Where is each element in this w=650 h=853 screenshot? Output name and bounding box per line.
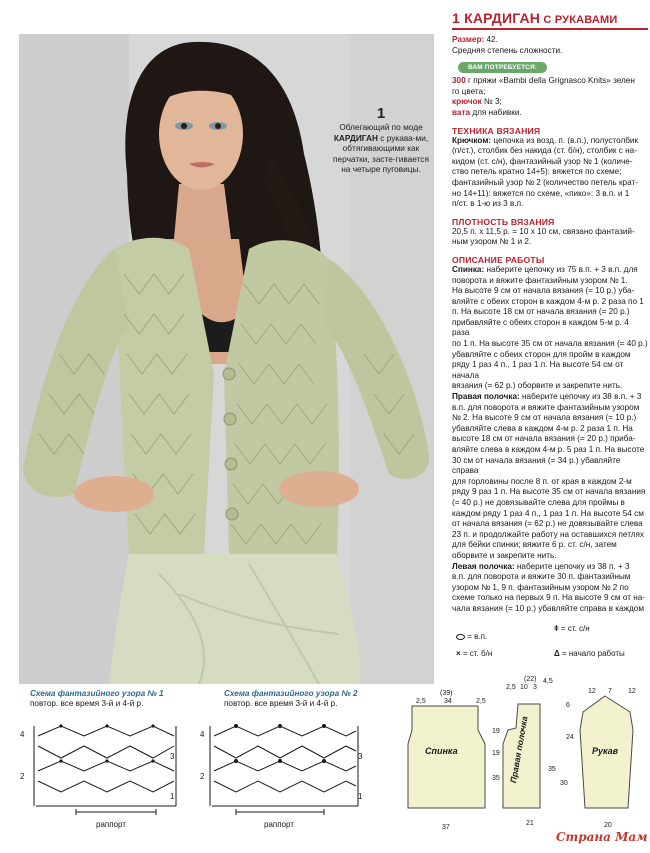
line-text: в.п. для поворота и вяжите 30 п. фантазийным: [452, 572, 631, 582]
line-text: № 2. На высоте 9 см от начала вязания (= 10 р.): [452, 413, 637, 423]
garment-patterns: [400, 688, 650, 838]
sleeve-dim-cap: 6: [566, 702, 570, 709]
front-dim-total: (22): [524, 676, 537, 683]
line-lead: Правая полочка:: [452, 392, 520, 402]
line-text: для бейки спинки; вяжите 6 р. ст. с/н, затем: [452, 540, 617, 550]
sleeve-label: Рукав: [592, 746, 619, 756]
callout-pre: Облегающий по моде: [339, 122, 423, 132]
back-shape: [408, 706, 485, 808]
legend-dc: [554, 624, 590, 633]
wool-text: для набивки.: [470, 107, 522, 117]
line-text: цепочка из возд. п. (в.п.), полустолбик: [491, 135, 639, 145]
diagram-1-row-4: 4: [20, 730, 25, 739]
density-line-2: ным узором № 1 и 2.: [452, 237, 532, 247]
front-dim-a: 2,5: [506, 684, 516, 691]
diagram-1-rapport: раппорт: [96, 820, 126, 829]
desc-lines-line: [452, 456, 648, 477]
line-text: по 1 п. На высоте 35 см от начала вязания (= 40 р.): [452, 339, 648, 349]
desc-lines-line: [452, 350, 648, 361]
site-watermark: Страна Мам: [556, 830, 648, 844]
pattern-diagram-2: [224, 689, 394, 708]
line-text: 30 см от начала вязания (= 34 р.) убавляйте справа: [452, 455, 621, 476]
size-line: [452, 35, 648, 46]
desc-lines-line: [452, 530, 648, 541]
line-text: ряду 9 раз 1 п. На высоте 35 см от начала вязания: [452, 487, 646, 497]
sleeve-dim-c: 12: [628, 688, 636, 695]
desc-lines-line: [452, 265, 648, 276]
desc-lines-line: [452, 307, 648, 318]
line-text: для горловины после 8 п. от края в каждом 2-м: [452, 476, 632, 486]
line-text: На высоте 9 см от начала вязания (= 10 р.) уба-: [452, 286, 635, 296]
desc-lines-line: [452, 434, 648, 445]
desc-lines-line: [452, 318, 648, 339]
back-label: Спинка: [425, 746, 458, 756]
title-main: 1 КАРДИГАН: [452, 10, 541, 26]
line-text: но 14+11): вяжется по схеме, «пико»: 3 в.п. и 1: [452, 188, 630, 198]
callout-post: с рукава-ми, обтягивающими как перчатки, засте-гивается на четыре пуговицы.: [333, 132, 429, 175]
back-dim-bottom: 37: [442, 824, 450, 831]
diagram-1-row-2: 2: [20, 772, 25, 781]
line-text: поворота и вяжите фантазийным узором № 1.: [452, 275, 628, 285]
materials-badge: ВАМ ПОТРЕБУЕТСЯ:: [458, 62, 547, 73]
front-dim-bottom: 21: [526, 820, 534, 827]
line-text: п. На высоте 18 см от начала вязания (= 20 р.): [452, 307, 630, 317]
legend-dc-text: = ст. с/н: [560, 624, 590, 633]
diagram-2-row-3: 3: [358, 752, 363, 761]
diagram-2-row-1: 1: [358, 792, 363, 801]
sleeve-dim-a: 12: [588, 688, 596, 695]
wool-label: вата: [452, 107, 471, 117]
desc-lines-line: [452, 286, 648, 297]
legend-chain: [456, 632, 487, 641]
diagram-2-chart: [196, 716, 396, 826]
model-photo: [19, 34, 434, 684]
front-dim-height-2: 35: [548, 766, 556, 773]
sc-symbol-icon: ×: [456, 649, 461, 658]
sleeve-dim-length: 30: [560, 780, 568, 787]
diagram-2-row-4: 4: [200, 730, 205, 739]
legend-chain-text: = в.п.: [467, 632, 488, 641]
line-text: ряду 1 раз 4 п., 1 раз 1 п. На высоте 54 см от начала: [452, 360, 624, 380]
line-text: п/ст. в 1-ю из 3 в.п.: [452, 199, 524, 209]
front-label: Правая полочка: [508, 715, 530, 784]
line-text: чала вязания (= 10 р.) убавляйте справа в каждом: [452, 603, 644, 613]
dc-symbol-icon: ǂ: [554, 624, 559, 633]
legend-start-text: = начало работы: [561, 649, 625, 658]
pattern-diagram-1: [30, 689, 190, 708]
tech-lines-line: [452, 157, 648, 168]
diagram-1-row-3: 3: [170, 752, 175, 761]
tech-lines-line: [452, 189, 648, 200]
line-text: наберите цепочку из 38 в.п. + 3: [519, 392, 642, 402]
desc-lines-line: [452, 551, 648, 562]
line-lead: Крючком:: [452, 135, 492, 145]
yarn-amount: 300: [452, 76, 466, 86]
desc-lines-line: [452, 413, 648, 424]
back-dim-right: 2,5: [476, 698, 486, 705]
line-text: вляйте слева в каждом 4-м р. 5 раз 1 п. На высоте: [452, 445, 645, 454]
title-rule: [452, 28, 648, 30]
description-header: ОПИСАНИЕ РАБОТЫ: [452, 254, 545, 265]
density-header: ПЛОТНОСТЬ ВЯЗАНИЯ: [452, 216, 555, 227]
technique-text: [452, 136, 648, 210]
line-text: вляйте с обеих сторон в каждом 4-м р. 2 раза по 1: [452, 296, 644, 306]
instructions-column: [452, 10, 648, 615]
article-title: [452, 10, 648, 26]
tech-lines-line: [452, 178, 648, 189]
desc-lines-line: [452, 477, 648, 488]
desc-lines-line: [452, 593, 648, 604]
line-text: наберите цепочку из 75 в.п. + 3 в.п. для: [484, 264, 638, 274]
line-text: фантазийный узор № 2 (количество петель крат-: [452, 177, 638, 187]
line-text: оборвите и закрепите нить.: [452, 550, 557, 560]
desc-lines-line: [452, 572, 648, 583]
chain-symbol-icon: [456, 634, 465, 640]
back-dim-left: 2,5: [416, 698, 426, 705]
start-symbol-icon: Δ: [554, 649, 560, 658]
line-text: схеме только на первых 9 п. На высоте 9 см от на-: [452, 593, 646, 603]
yarn-text: г пряжи «Bambi della Grignasco Knits» зелен: [465, 76, 635, 86]
sleeve-dim-bottom: 20: [604, 822, 612, 829]
line-text: кидом (ст. с/н), фантазийный узор № 1 (количе-: [452, 156, 633, 166]
callout-number: 1: [376, 105, 386, 122]
description-text: [452, 265, 648, 615]
desc-lines-line: [452, 339, 648, 350]
line-text: (= 40 р.) не довязывайте слева для проймы в: [452, 497, 625, 507]
desc-lines-line: [452, 519, 648, 530]
photo-callout: [331, 106, 431, 175]
desc-lines-line: [452, 487, 648, 498]
desc-lines-line: [452, 276, 648, 287]
title-sub: С РУКАВАМИ: [540, 14, 618, 26]
legend-sc-text: = ст. б/н: [462, 649, 493, 658]
size-value: 42.: [484, 35, 498, 44]
tech-lines-line: [452, 167, 648, 178]
line-text: вязания (= 62 р.) оборвите и закрепите нить.: [452, 381, 623, 391]
line-text: наберите цепочку из 38 п. + 3: [514, 561, 630, 571]
tech-lines-line: [452, 146, 648, 157]
front-dim-height-1: 19: [492, 750, 500, 757]
difficulty: Средняя степень сложности.: [452, 45, 563, 55]
materials-yarn-2: го цвета;: [452, 86, 486, 96]
front-dim-d: 4,5: [543, 678, 553, 685]
legend-start: [554, 649, 625, 658]
line-text: каждом ряду 1 раз 4 п., 1 раз 1 п. На высоте 54 см: [452, 508, 644, 518]
diagram-2-sub: повтор. все время 3-й и 4-й р.: [224, 699, 338, 708]
line-text: убавляйте слева в каждом 4-м р. 2 раза 1 п. На: [452, 423, 633, 433]
desc-lines-line: [452, 381, 648, 392]
materials-hook: [452, 97, 648, 108]
diagram-1-chart: [16, 716, 201, 826]
desc-lines-line: [452, 540, 648, 551]
size-label: Размер:: [452, 35, 485, 44]
desc-lines-line: [452, 360, 648, 381]
front-dim-c: 3: [533, 684, 537, 691]
diagram-1-title: Схема фантазийного узора № 1: [30, 689, 164, 698]
back-dim-height-1: 19: [492, 728, 500, 735]
desc-lines-line: [452, 583, 648, 594]
diagram-2-title: Схема фантазийного узора № 2: [224, 689, 358, 698]
materials-yarn: [452, 76, 648, 87]
desc-lines-line: [452, 297, 648, 308]
line-text: прибавляйте с обеих сторон в каждом 5-м р. 4 раза: [452, 317, 629, 338]
diagram-1-sub: повтор. все время 3-й и 4-й р.: [30, 699, 144, 708]
legend-sc: [456, 649, 492, 658]
front-dim-b: 10: [520, 684, 528, 691]
back-dim-total: (39): [440, 690, 453, 697]
back-dim-mid: 34: [444, 698, 452, 705]
diagram-2-rapport: раппорт: [264, 820, 294, 829]
tech-lines-line: [452, 136, 648, 147]
desc-lines-line: [452, 445, 648, 456]
desc-lines-line: [452, 403, 648, 414]
sleeve-dim-b: 7: [608, 688, 612, 695]
diagram-1-row-1: 1: [170, 792, 175, 801]
hook-label: крючок: [452, 97, 482, 107]
density-line-1: 20,5 п. х 11,5 р. = 10 х 10 см, связано фантазий-: [452, 226, 635, 236]
line-text: от начала вязания (= 62 р.) не довязывайте слева: [452, 519, 643, 529]
hook-text: № 3;: [481, 97, 502, 107]
technique-header: ТЕХНИКА ВЯЗАНИЯ: [452, 125, 541, 136]
line-lead: Спинка:: [452, 264, 485, 274]
back-dim-height-2: 35: [492, 775, 500, 782]
line-text: высоте 18 см от начала вязания (= 20 р.) приба-: [452, 434, 636, 444]
desc-lines-line: [452, 424, 648, 435]
line-lead: Левая полочка:: [452, 561, 515, 571]
callout-bold: КАРДИГАН: [333, 132, 378, 143]
line-text: в.п. для поворота и вяжите фантазийным узором: [452, 402, 640, 412]
desc-lines-line: [452, 562, 648, 573]
desc-lines-line: [452, 509, 648, 520]
line-text: ство петель кратно 14+5): вяжется по схеме;: [452, 167, 622, 177]
line-text: (п/ст.), столбик без накида (ст. б/н), столбик с на-: [452, 146, 637, 156]
sleeve-dim-mid: 24: [566, 734, 574, 741]
line-text: узором № 1, 9 п. фантазийным узором № 2 по: [452, 582, 629, 592]
tech-lines-line: [452, 199, 648, 210]
desc-lines-line: [452, 604, 648, 615]
line-text: 23 п. и продолжайте работу на оставшихся петлях: [452, 529, 645, 539]
desc-lines-line: [452, 498, 648, 509]
line-text: убавляйте с обеих сторон для пройм в каждом: [452, 349, 631, 359]
diagram-2-row-2: 2: [200, 772, 205, 781]
materials-wool: [452, 108, 648, 119]
desc-lines-line: [452, 392, 648, 403]
